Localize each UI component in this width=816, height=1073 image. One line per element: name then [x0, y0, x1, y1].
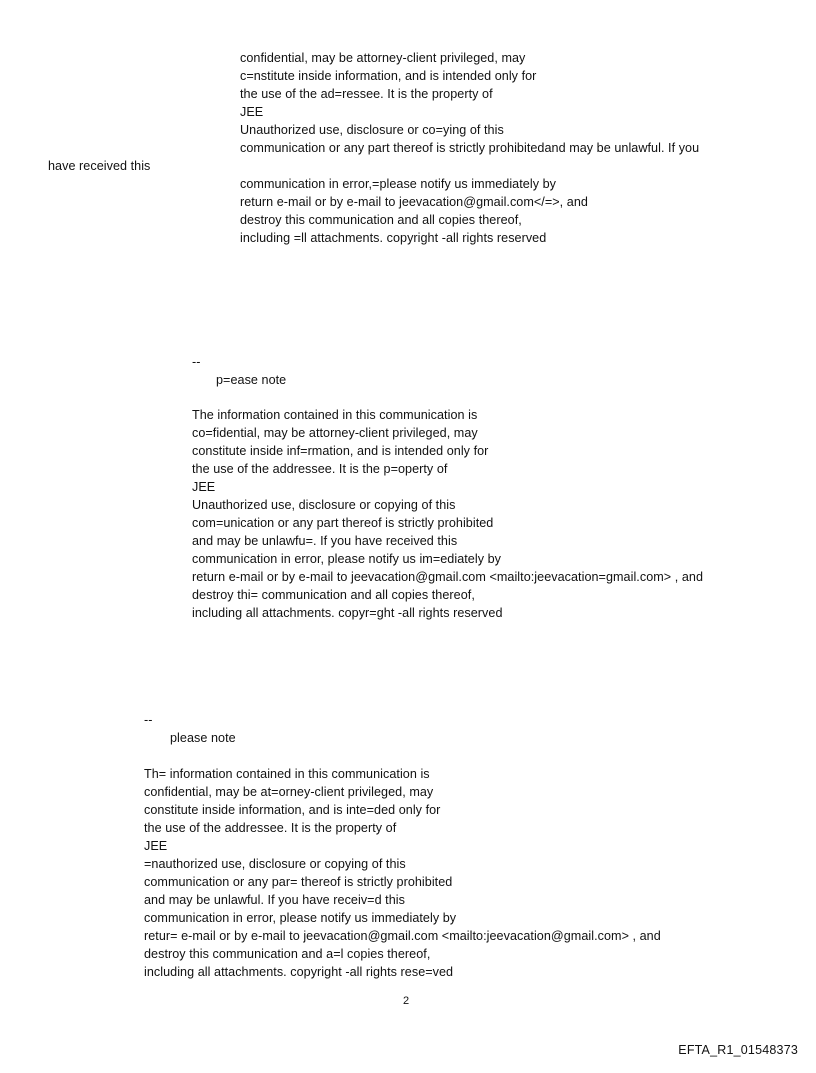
block2-line: and may be unlawfu=. If you have received this	[192, 534, 458, 548]
block3-line: the use of the addressee. It is the property of	[144, 821, 397, 835]
block2-separator: --	[192, 355, 201, 369]
block3-line: destroy this communication and a=l copies thereof,	[144, 947, 431, 961]
block1-line: JEE	[240, 105, 264, 119]
block1-line: return e-mail or by e-mail to jeevacation@gmail.com</=>, and	[240, 195, 588, 209]
block2-line: Unauthorized use, disclosure or copying of this	[192, 498, 456, 512]
block3-line: constitute inside information, and is inte=ded only for	[144, 803, 441, 817]
block2-line: JEE	[192, 480, 216, 494]
block3-line: communication in error, please notify us immediately by	[144, 911, 457, 925]
block1-line: c=nstitute inside information, and is intended only for	[240, 69, 537, 83]
block2-line: communication in error, please notify us im=ediately by	[192, 552, 501, 566]
block1-line: confidential, may be attorney-client privileged, may	[240, 51, 526, 65]
block2-line: constitute inside inf=rmation, and is intended only for	[192, 444, 489, 458]
block2-line: The information contained in this communication is	[192, 408, 478, 422]
block3-line: including all attachments. copyright -all rights rese=ved	[144, 965, 454, 979]
block3-separator: --	[144, 713, 153, 727]
block3-line: and may be unlawful. If you have receiv=d this	[144, 893, 405, 907]
block2-line: the use of the addressee. It is the p=operty of	[192, 462, 448, 476]
block3-line: retur= e-mail or by e-mail to jeevacation@gmail.com <mailto:jeevacation@gmail.com> , and	[144, 929, 661, 943]
block1-line: communication or any part thereof is strictly prohibitedand may be unlawful. If you	[240, 141, 700, 155]
block1-line: the use of the ad=ressee. It is the property of	[240, 87, 493, 101]
block2-line: destroy thi= communication and all copies thereof,	[192, 588, 475, 602]
block3-note: please note	[170, 731, 236, 745]
document-id: EFTA_R1_01548373	[678, 1043, 798, 1057]
block3-line: Th= information contained in this communication is	[144, 767, 430, 781]
block3-line: confidential, may be at=orney-client privileged, may	[144, 785, 434, 799]
block1-line: including =ll attachments. copyright -all rights reserved	[240, 231, 547, 245]
block2-note: p=ease note	[216, 373, 287, 387]
block2-line: return e-mail or by e-mail to jeevacation@gmail.com <mailto:jeevacation=gmail.com> , and	[192, 570, 704, 584]
block1-line: Unauthorized use, disclosure or co=ying of this	[240, 123, 504, 137]
block3-line: =nauthorized use, disclosure or copying of this	[144, 857, 406, 871]
block2-line: com=unication or any part thereof is strictly prohibited	[192, 516, 494, 530]
block1-line: have received this	[48, 159, 151, 173]
block3-line: JEE	[144, 839, 168, 853]
block1-line: destroy this communication and all copies thereof,	[240, 213, 522, 227]
block2-line: co=fidential, may be attorney-client privileged, may	[192, 426, 478, 440]
page-number: 2	[403, 995, 410, 1007]
block3-line: communication or any par= thereof is strictly prohibited	[144, 875, 453, 889]
block2-line: including all attachments. copyr=ght -all rights reserved	[192, 606, 503, 620]
block1-line: communication in error,=please notify us immediately by	[240, 177, 556, 191]
